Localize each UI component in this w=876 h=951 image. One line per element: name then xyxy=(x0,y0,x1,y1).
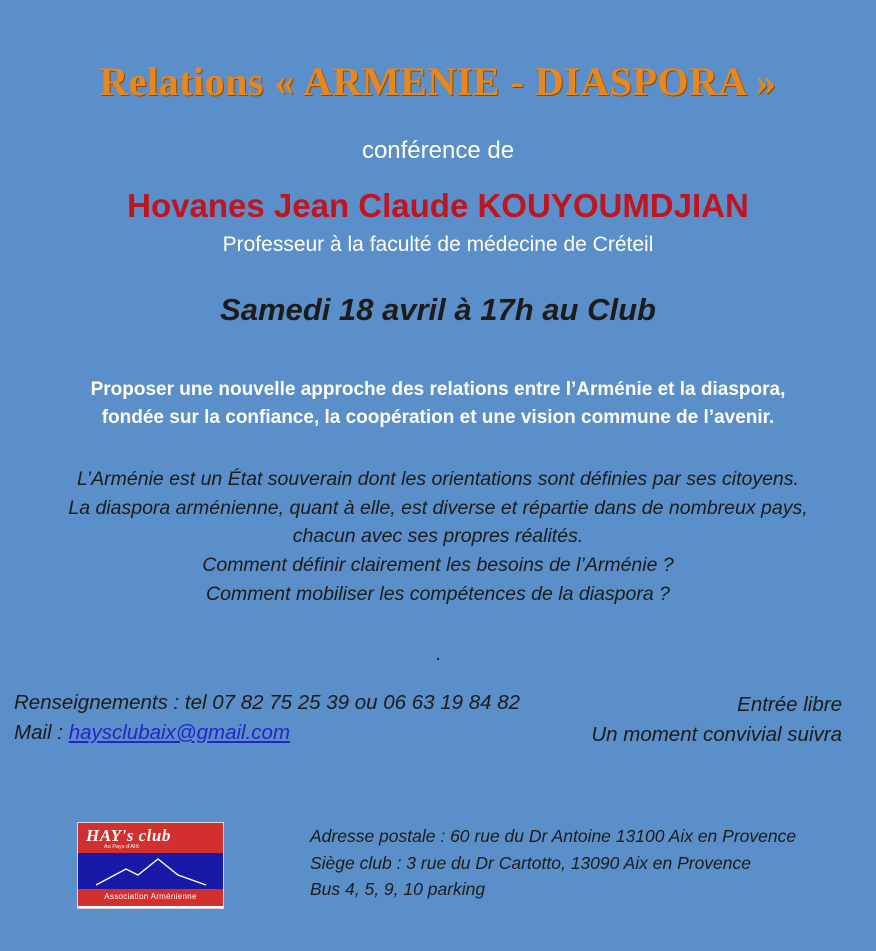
body-paragraph xyxy=(0,465,876,608)
lead-line-1: Proposer une nouvelle approche des relations entre l’Arménie et la diaspora, xyxy=(90,379,786,400)
mail-line xyxy=(14,718,520,748)
address-block xyxy=(310,823,796,903)
admission-notes xyxy=(591,690,842,749)
club-address: Siège club : 3 rue du Dr Cartotto, 13090 Aix en Provence xyxy=(310,852,751,873)
mail-label: Mail : xyxy=(14,720,69,744)
phone-info: Renseignements : tel 07 82 75 25 39 ou 06 63 19 84 82 xyxy=(14,691,521,714)
body-line-5: Comment mobiliser les compétences de la diaspora ? xyxy=(206,582,670,605)
hays-club-logo xyxy=(77,822,224,909)
free-entry-note: Entrée libre xyxy=(737,693,842,716)
lead-line-2: fondée sur la confiance, la coopération et une vision commune de l’avenir. xyxy=(101,406,775,428)
speaker-role: Professeur à la faculté de médecine de Créteil xyxy=(222,233,654,256)
logo-association-label: Association Arménienne xyxy=(104,892,197,901)
speaker-name: Hovanes Jean Claude KOUYOUMDJIAN xyxy=(127,187,749,224)
event-datetime: Samedi 18 avril à 17h au Club xyxy=(220,292,656,327)
page-title: Relations « ARMENIE - DIASPORA » xyxy=(99,59,777,104)
conference-label: conférence de xyxy=(361,137,515,164)
transport-info: Bus 4, 5, 9, 10 parking xyxy=(310,879,486,900)
logo-top-band xyxy=(78,823,223,853)
logo-name: HAY's club xyxy=(86,826,171,845)
body-line-1: L’Arménie est un État souverain dont les orientations sont définies par ses citoyens. xyxy=(77,468,799,491)
logo-bottom-band xyxy=(78,889,223,906)
ararat-mountain-icon xyxy=(78,853,223,889)
body-line-2: La diaspora arménienne, quant à elle, est diverse et répartie dans de nombreux pays, xyxy=(68,496,808,519)
logo-middle-band xyxy=(78,853,223,889)
email-link[interactable]: haysclubaix@gmail.com xyxy=(68,720,291,744)
postal-address: Adresse postale : 60 rue du Dr Antoine 13100 Aix en Provence xyxy=(310,826,797,846)
body-line-4: Comment définir clairement les besoins de l’Arménie ? xyxy=(202,554,674,577)
body-line-3: chacun avec ses propres réalités. xyxy=(292,525,584,548)
convivial-note: Un moment convivial suivra xyxy=(591,722,842,746)
separator-dot: . xyxy=(435,644,441,666)
lead-paragraph xyxy=(0,376,876,431)
logo-tagline: Au Pays d’AIX xyxy=(104,844,140,850)
contact-block xyxy=(14,688,520,747)
